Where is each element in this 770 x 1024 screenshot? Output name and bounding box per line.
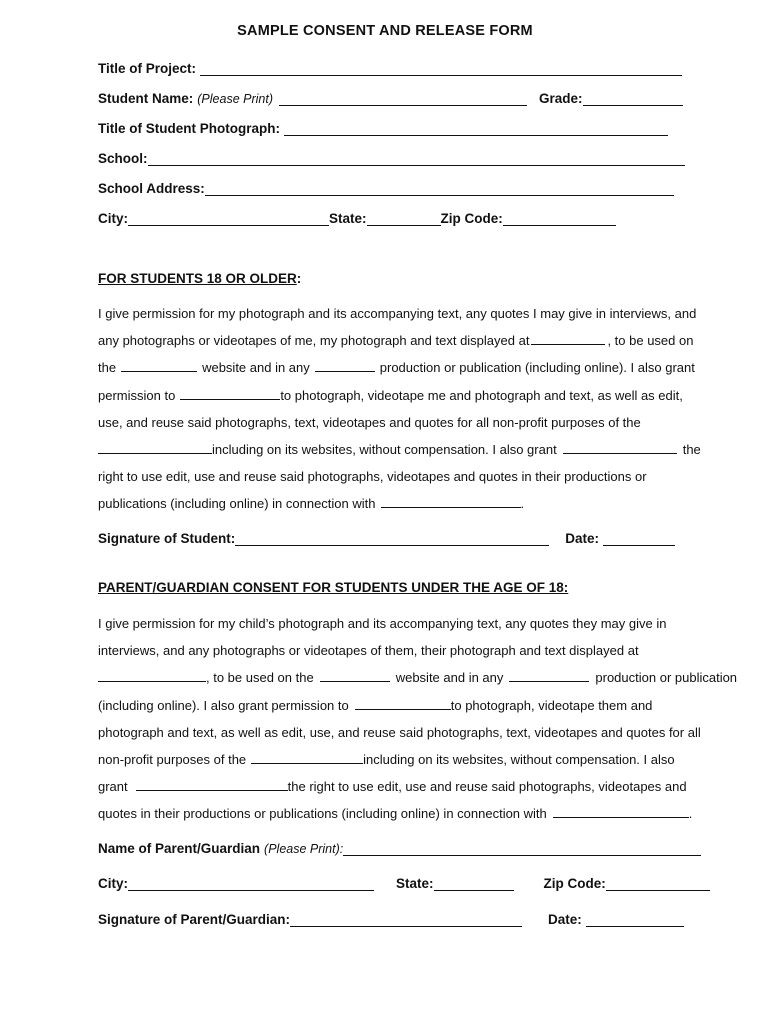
paragraph-text: use, and reuse said photographs, text, videotapes and quotes for all non-profit purposes of the xyxy=(98,414,641,430)
project-title-row xyxy=(98,58,682,76)
paragraph-line xyxy=(98,610,738,637)
blank-production[interactable] xyxy=(509,669,589,682)
paragraph-text: photograph and text, as well as edit, use, and reuse said photographs, text, videotapes and quotes for all xyxy=(98,724,701,740)
paragraph-line xyxy=(98,719,738,746)
blank-connection[interactable] xyxy=(553,805,689,818)
parent-name-hint: (Please Print): xyxy=(264,842,344,856)
student-name-hint: (Please Print) xyxy=(197,92,273,106)
blank-display-location[interactable] xyxy=(98,669,206,682)
parent-zip-label: Zip Code: xyxy=(543,876,606,891)
paragraph-text: . xyxy=(520,496,525,512)
student-signature-row xyxy=(98,528,675,546)
paragraph-text: grant xyxy=(98,779,128,795)
parent-date-label: Date: xyxy=(548,912,582,927)
paragraph-line xyxy=(98,436,738,463)
parent-date-field[interactable] xyxy=(586,912,684,927)
parent-signature-row xyxy=(98,909,684,927)
school-address-label: School Address: xyxy=(98,181,205,196)
zip-label: Zip Code: xyxy=(440,211,503,226)
photo-title-label: Title of Student Photograph: xyxy=(98,121,280,136)
blank-permission-party[interactable] xyxy=(355,697,451,710)
blank-permission-party[interactable] xyxy=(180,387,280,400)
paragraph-line xyxy=(98,327,738,354)
project-title-field[interactable] xyxy=(200,61,682,76)
paragraph-line xyxy=(98,664,738,691)
paragraph-line xyxy=(98,637,738,664)
student-date-field[interactable] xyxy=(603,531,675,546)
grade-field[interactable] xyxy=(583,91,683,106)
paragraph-text: I give permission for my child’s photograph and its accompanying text, any quotes they may give in xyxy=(98,616,667,631)
blank-organization[interactable] xyxy=(98,441,212,454)
paragraph-line xyxy=(98,692,738,719)
adult-heading-text: FOR STUDENTS 18 OR OLDER xyxy=(98,271,297,286)
state-label: State: xyxy=(329,211,367,226)
state-field[interactable] xyxy=(367,211,441,226)
paragraph-text: any photographs or videotapes of me, my photograph and text displayed at xyxy=(98,333,530,349)
blank-production[interactable] xyxy=(315,359,375,372)
paragraph-text: . xyxy=(688,806,693,822)
blank-grantee[interactable] xyxy=(563,441,677,454)
student-name-row xyxy=(98,88,683,106)
blank-display-location[interactable] xyxy=(531,332,605,345)
city-field[interactable] xyxy=(128,211,329,226)
student-date-label: Date: xyxy=(565,531,600,546)
parent-zip-field[interactable] xyxy=(606,876,710,891)
photo-title-field[interactable] xyxy=(284,121,668,136)
parent-name-row xyxy=(98,838,701,856)
paragraph-text: production or publication xyxy=(595,670,738,686)
school-field[interactable] xyxy=(148,151,685,166)
photo-title-row xyxy=(98,118,668,136)
school-address-row xyxy=(98,178,674,196)
paragraph-line xyxy=(98,746,738,773)
city-label: City: xyxy=(98,211,128,226)
paragraph-text: quotes in their productions or publications (including online) in connection with xyxy=(98,806,547,822)
city-state-zip-row xyxy=(98,208,616,226)
parent-state-label: State: xyxy=(396,876,434,891)
blank-organization[interactable] xyxy=(251,751,363,764)
paragraph-text: right to use edit, use and reuse said photographs, videotapes and quotes in their productions or xyxy=(98,469,647,485)
student-name-field[interactable] xyxy=(279,91,527,106)
school-address-field[interactable] xyxy=(205,181,674,196)
paragraph-text: the xyxy=(98,360,117,376)
paragraph-line xyxy=(98,300,738,327)
project-title-label: Title of Project: xyxy=(98,61,197,76)
blank-website-owner[interactable] xyxy=(320,669,390,682)
parent-consent-paragraph xyxy=(98,610,738,828)
adult-section-heading xyxy=(98,271,301,286)
school-label: School: xyxy=(98,151,148,166)
adult-heading-colon: : xyxy=(296,271,302,286)
paragraph-text: interviews, and any photographs or videotapes of them, their photograph and text displayed at xyxy=(98,643,639,659)
adult-consent-paragraph xyxy=(98,300,738,518)
zip-field[interactable] xyxy=(503,211,616,226)
paragraph-text: website and in any xyxy=(395,670,504,686)
paragraph-text: to photograph, videotape me and photograph and text, as well as edit, xyxy=(280,387,683,403)
paragraph-line xyxy=(98,382,738,409)
grade-label: Grade: xyxy=(539,91,583,106)
blank-website-owner[interactable] xyxy=(121,359,197,372)
paragraph-text: , to be used on xyxy=(607,333,694,349)
paragraph-line xyxy=(98,354,738,381)
parent-city-label: City: xyxy=(98,876,128,891)
blank-connection[interactable] xyxy=(381,495,521,508)
parent-name-label: Name of Parent/Guardian xyxy=(98,841,261,856)
paragraph-text: the xyxy=(682,441,701,457)
parent-section-heading: PARENT/GUARDIAN CONSENT FOR STUDENTS UNDER THE AGE OF 18: xyxy=(98,580,569,595)
paragraph-line xyxy=(98,463,738,490)
parent-city-field[interactable] xyxy=(128,876,374,891)
paragraph-text: publications (including online) in connection with xyxy=(98,496,376,512)
paragraph-text: to photograph, videotape them and xyxy=(450,697,653,713)
paragraph-text: I give permission for my photograph and its accompanying text, any quotes I may give in interviews, and xyxy=(98,306,697,321)
parent-name-field[interactable] xyxy=(343,841,701,856)
parent-signature-field[interactable] xyxy=(290,912,522,927)
parent-city-state-zip-row xyxy=(98,873,710,891)
student-signature-field[interactable] xyxy=(235,531,549,546)
paragraph-text: production or publication (including online). I also grant xyxy=(379,360,695,376)
school-row xyxy=(98,148,685,166)
parent-signature-label: Signature of Parent/Guardian: xyxy=(98,912,291,927)
blank-grantee[interactable] xyxy=(136,778,288,791)
paragraph-text: non-profit purposes of the xyxy=(98,751,247,767)
paragraph-text: (including online). I also grant permission to xyxy=(98,697,349,713)
student-name-label: Student Name: xyxy=(98,91,194,106)
parent-state-field[interactable] xyxy=(434,876,514,891)
paragraph-text: the right to use edit, use and reuse said photographs, videotapes and xyxy=(287,779,687,795)
student-signature-label: Signature of Student: xyxy=(98,531,236,546)
paragraph-line xyxy=(98,490,738,517)
paragraph-text: permission to xyxy=(98,387,176,403)
form-title: SAMPLE CONSENT AND RELEASE FORM xyxy=(237,23,533,39)
paragraph-line xyxy=(98,773,738,800)
paragraph-text: website and in any xyxy=(202,360,310,376)
paragraph-text: including on its websites, without compensation. I also xyxy=(363,751,675,767)
paragraph-text: including on its websites, without compensation. I also grant xyxy=(212,441,557,457)
paragraph-text: , to be used on the xyxy=(206,670,314,686)
paragraph-line xyxy=(98,409,738,436)
paragraph-line xyxy=(98,800,738,827)
